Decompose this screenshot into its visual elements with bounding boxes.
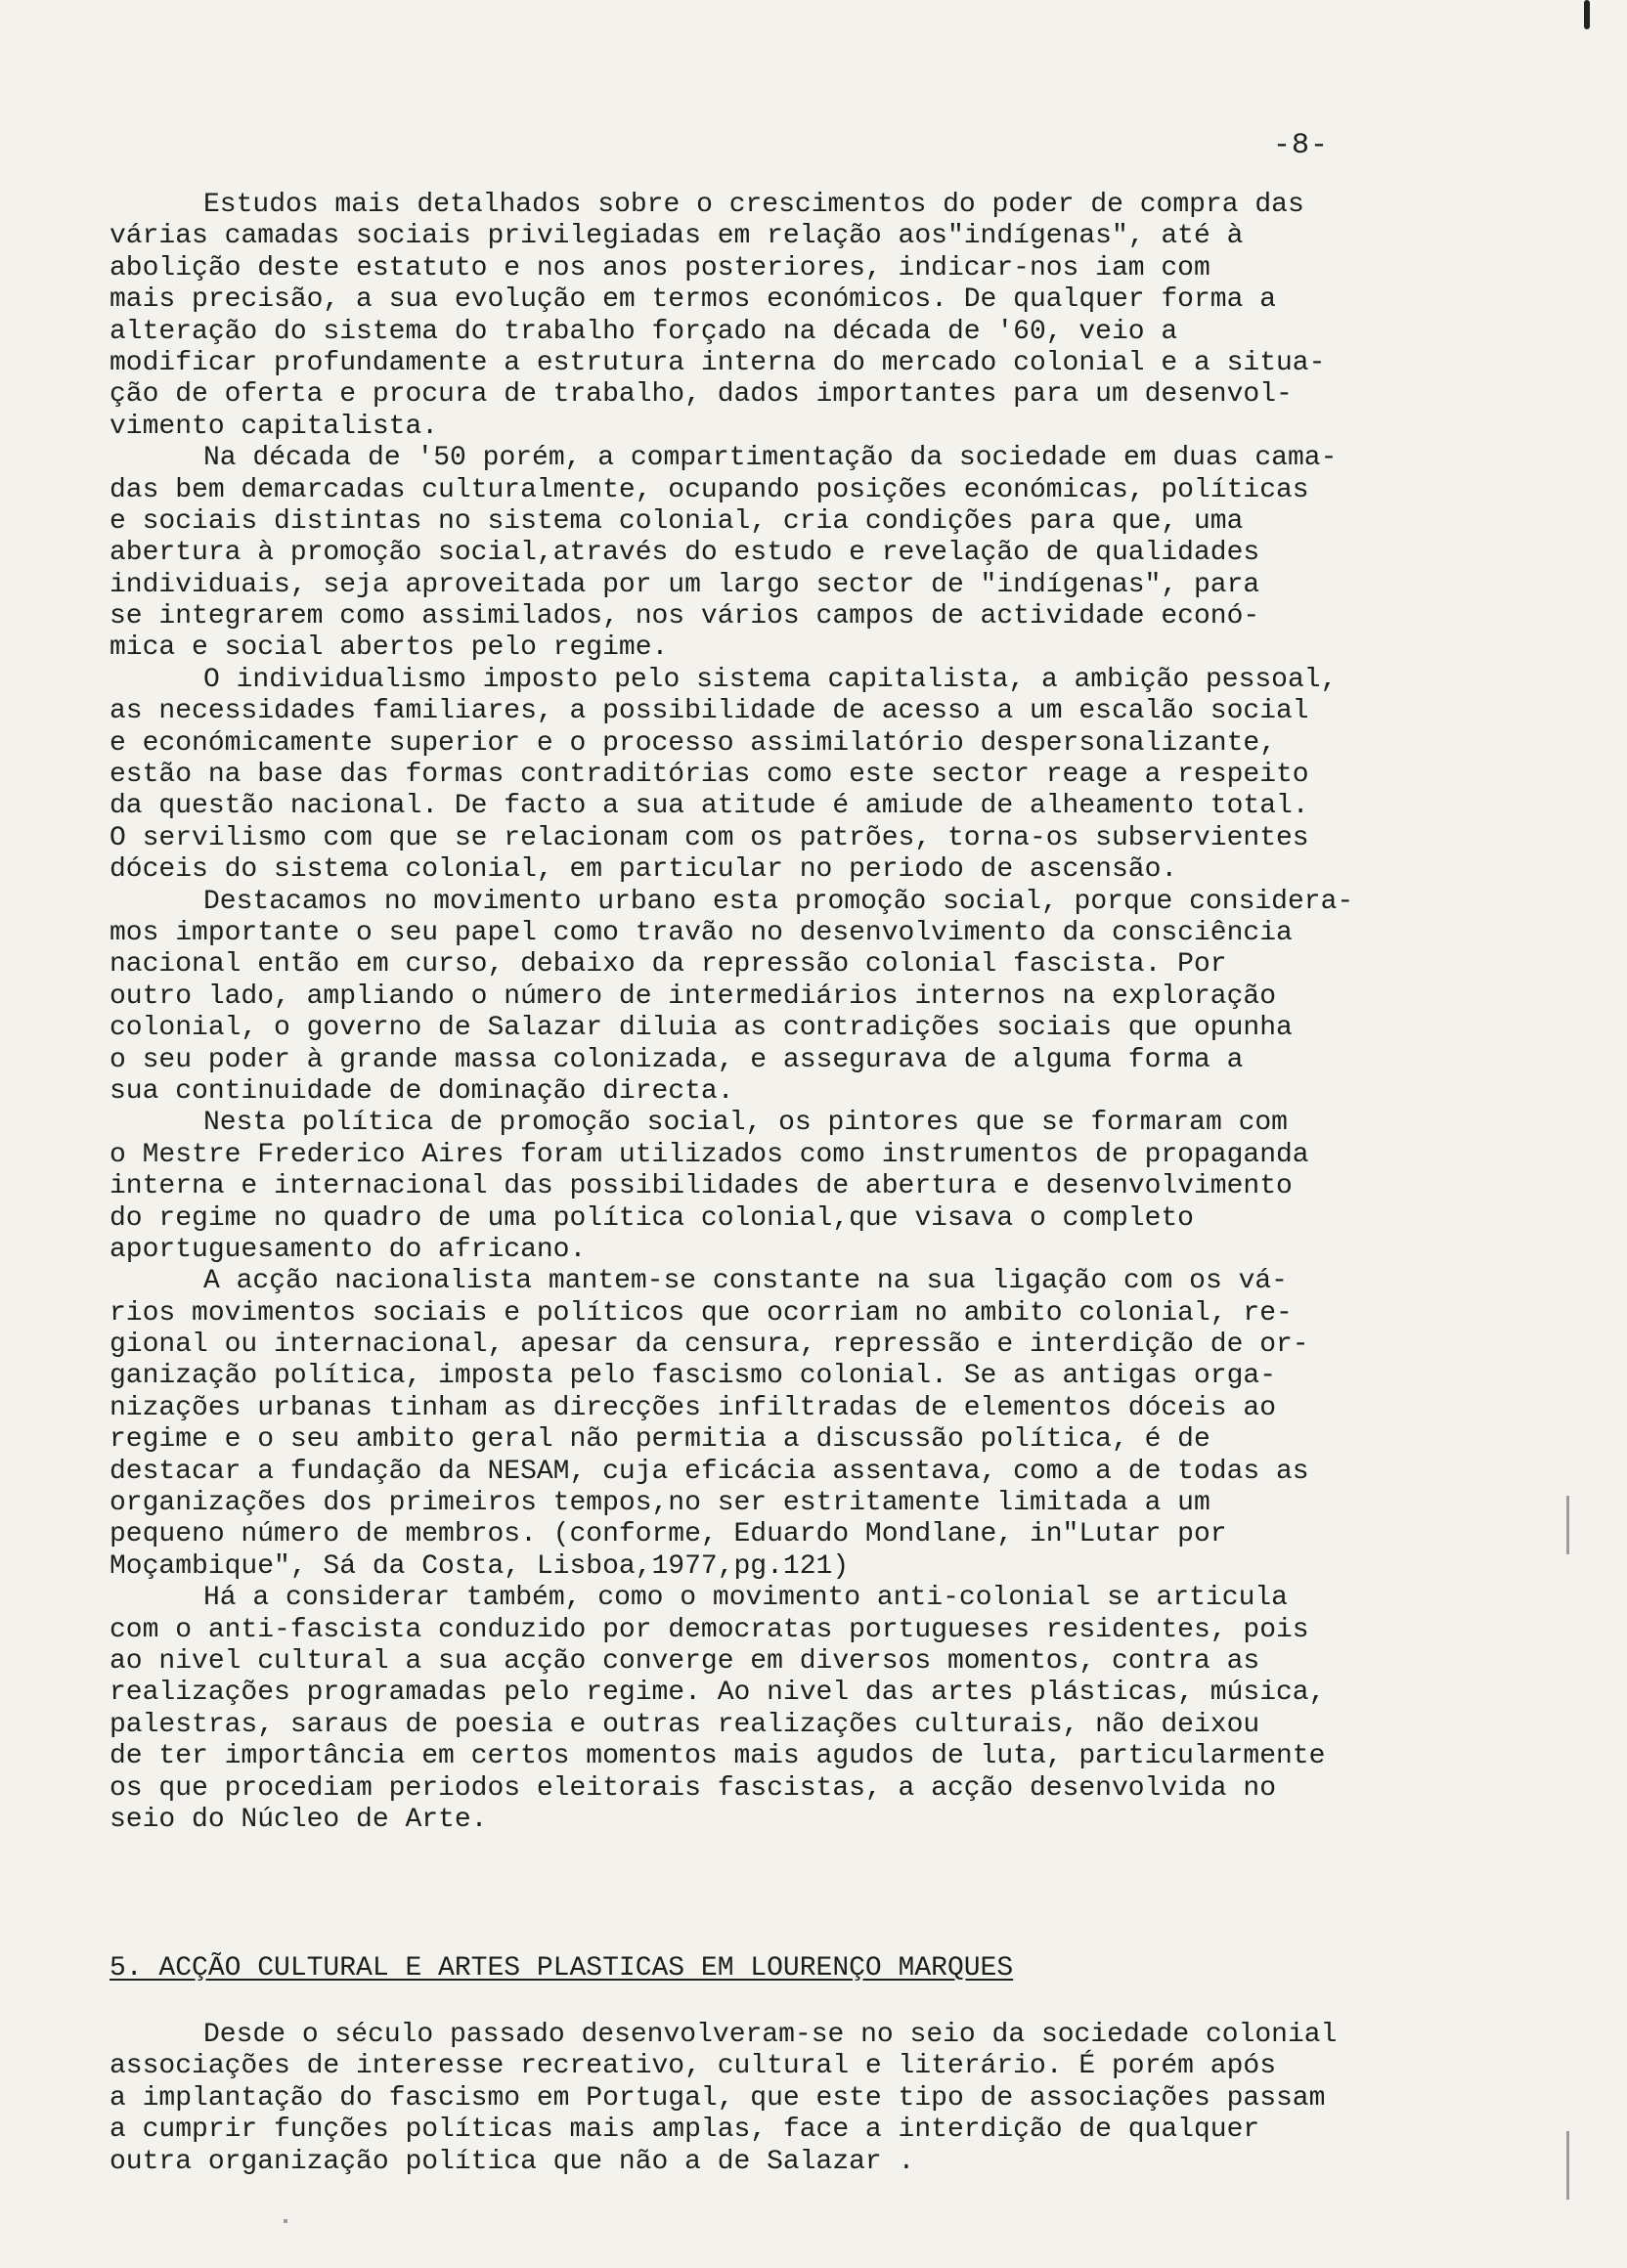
- text-line: da questão nacional. De facto a sua atitude é amiude de alheamento total.: [110, 791, 1309, 822]
- text-line: abolição deste estatuto e nos anos posteriores, indicar-nos iam com: [110, 252, 1210, 284]
- text-line: O servilismo com que se relacionam com os patrões, torna-os subservientes: [110, 822, 1309, 853]
- text-line: pequeno número de membros. (conforme, Eduardo Mondlane, in"Lutar por: [110, 1519, 1227, 1550]
- text-line: Há a considerar também, como o movimento anti-colonial se articula: [203, 1583, 1288, 1614]
- text-line: e económicamente superior e o processo assimilatório despersonalizante,: [110, 727, 1276, 759]
- scan-speck: [1566, 1496, 1569, 1554]
- text-line: nacional então em curso, debaixo da repressão colonial fascista. Por: [110, 949, 1227, 981]
- text-line: rios movimentos sociais e políticos que ocorriam no ambito colonial, re-: [110, 1297, 1293, 1329]
- text-line: mais precisão, a sua evolução em termos económicos. De qualquer forma a: [110, 284, 1276, 316]
- text-line: sua continuidade de dominação directa.: [110, 1075, 734, 1107]
- text-line: colonial, o governo de Salazar diluia as contradições sociais que opunha: [110, 1013, 1293, 1044]
- text-line: Estudos mais detalhados sobre o crescimentos do poder de compra das: [203, 190, 1304, 220]
- text-line: aportuguesamento do africano.: [110, 1234, 587, 1265]
- text-line: ganização política, imposta pelo fascismo colonial. Se as antigas orga-: [110, 1361, 1276, 1392]
- text-line: modificar profundamente a estrutura interna do mercado colonial e a situa-: [110, 347, 1326, 378]
- text-line: o seu poder à grande massa colonizada, e assegurava de alguma forma a: [110, 1044, 1244, 1075]
- text-line: do regime no quadro de uma política colonial,que visava o completo: [110, 1202, 1194, 1234]
- scan-speck: [284, 2219, 287, 2223]
- text-line: abertura à promoção social,através do estudo e revelação de qualidades: [110, 538, 1260, 569]
- section-body-text: [110, 2020, 1410, 2178]
- page-number: -8-: [1273, 129, 1330, 162]
- text-line: ao nivel cultural a sua acção converge em diversos momentos, contra as: [110, 1645, 1260, 1677]
- text-line: palestras, saraus de poesia e outras realizações culturais, não deixou: [110, 1709, 1260, 1740]
- text-line: seio do Núcleo de Arte.: [110, 1804, 488, 1835]
- text-line: ção de oferta e procura de trabalho, dados importantes para um desenvol-: [110, 379, 1293, 411]
- text-line: nizações urbanas tinham as direcções infiltradas de elementos dóceis ao: [110, 1392, 1276, 1423]
- text-line: várias camadas sociais privilegiadas em relação aos"indígenas", até à: [110, 221, 1244, 252]
- text-line: estão na base das formas contraditórias como este sector reage a respeito: [110, 760, 1309, 791]
- text-line: se integrarem como assimilados, nos vários campos de actividade econó-: [110, 601, 1260, 632]
- scan-edge-mark: [1584, 0, 1590, 29]
- text-line: Moçambique", Sá da Costa, Lisboa,1977,pg.121): [110, 1550, 850, 1582]
- text-line: mos importante o seu papel como travão no desenvolvimento da consciência: [110, 917, 1293, 948]
- text-line: gional ou internacional, apesar da censura, repressão e interdição de or-: [110, 1330, 1309, 1361]
- text-line: destacar a fundação da NESAM, cuja eficácia assentava, como a de todas as: [110, 1456, 1309, 1487]
- text-line: interna e internacional das possibilidades de abertura e desenvolvimento: [110, 1171, 1293, 1202]
- section-heading: 5. ACÇÃO CULTURAL E ARTES PLASTICAS EM LOURENÇO MARQUES: [110, 1953, 1014, 1984]
- text-line: alteração do sistema do trabalho forçado na década de '60, veio a: [110, 316, 1178, 347]
- text-line: vimento capitalista.: [110, 411, 439, 442]
- text-line: organizações dos primeiros tempos,no ser estritamente limitada a um: [110, 1488, 1210, 1519]
- text-line: o Mestre Frederico Aires foram utilizados como instrumentos de propaganda: [110, 1139, 1309, 1170]
- text-line: A acção nacionalista mantem-se constante na sua ligação com os vá-: [203, 1266, 1288, 1297]
- text-line: realizações programadas pelo regime. Ao nivel das artes plásticas, música,: [110, 1678, 1326, 1709]
- text-line: mica e social abertos pelo regime.: [110, 632, 669, 664]
- text-line: outra organização política que não a de Salazar .: [110, 2146, 915, 2177]
- text-line: Desde o século passado desenvolveram-se no seio da sociedade colonial: [203, 2020, 1338, 2050]
- text-line: Na década de '50 porém, a compartimentação da sociedade em duas cama-: [203, 443, 1338, 474]
- text-line: Destacamos no movimento urbano esta promoção social, porque considera-: [203, 886, 1354, 917]
- scan-speck: [1566, 2131, 1569, 2200]
- text-line: associações de interesse recreativo, cultural e literário. É porém após: [110, 2051, 1276, 2082]
- text-line: regime e o seu ambito geral não permitia a discussão política, é de: [110, 1424, 1210, 1456]
- text-line: a cumprir funções políticas mais amplas, face a interdição de qualquer: [110, 2115, 1260, 2146]
- text-line: outro lado, ampliando o número de intermediários internos na exploração: [110, 981, 1276, 1012]
- text-line: das bem demarcadas culturalmente, ocupando posições económicas, políticas: [110, 474, 1309, 505]
- text-line: de ter importância em certos momentos mais agudos de luta, particularmente: [110, 1741, 1326, 1772]
- text-line: O individualismo imposto pelo sistema capitalista, a ambição pessoal,: [203, 664, 1338, 695]
- body-text: [110, 190, 1410, 1836]
- text-line: individuais, seja aproveitada por um largo sector de "indígenas", para: [110, 569, 1260, 600]
- text-line: Nesta política de promoção social, os pintores que se formaram com: [203, 1108, 1288, 1139]
- text-line: e sociais distintas no sistema colonial, cria condições para que, uma: [110, 505, 1244, 537]
- text-line: as necessidades familiares, a possibilidade de acesso a um escalão social: [110, 696, 1309, 727]
- text-line: com o anti-fascista conduzido por democratas portugueses residentes, pois: [110, 1614, 1309, 1645]
- text-line: os que procediam periodos eleitorais fascistas, a acção desenvolvida no: [110, 1772, 1276, 1804]
- text-line: dóceis do sistema colonial, em particular no periodo de ascensão.: [110, 854, 1178, 886]
- text-line: a implantação do fascismo em Portugal, que este tipo de associações passam: [110, 2082, 1326, 2114]
